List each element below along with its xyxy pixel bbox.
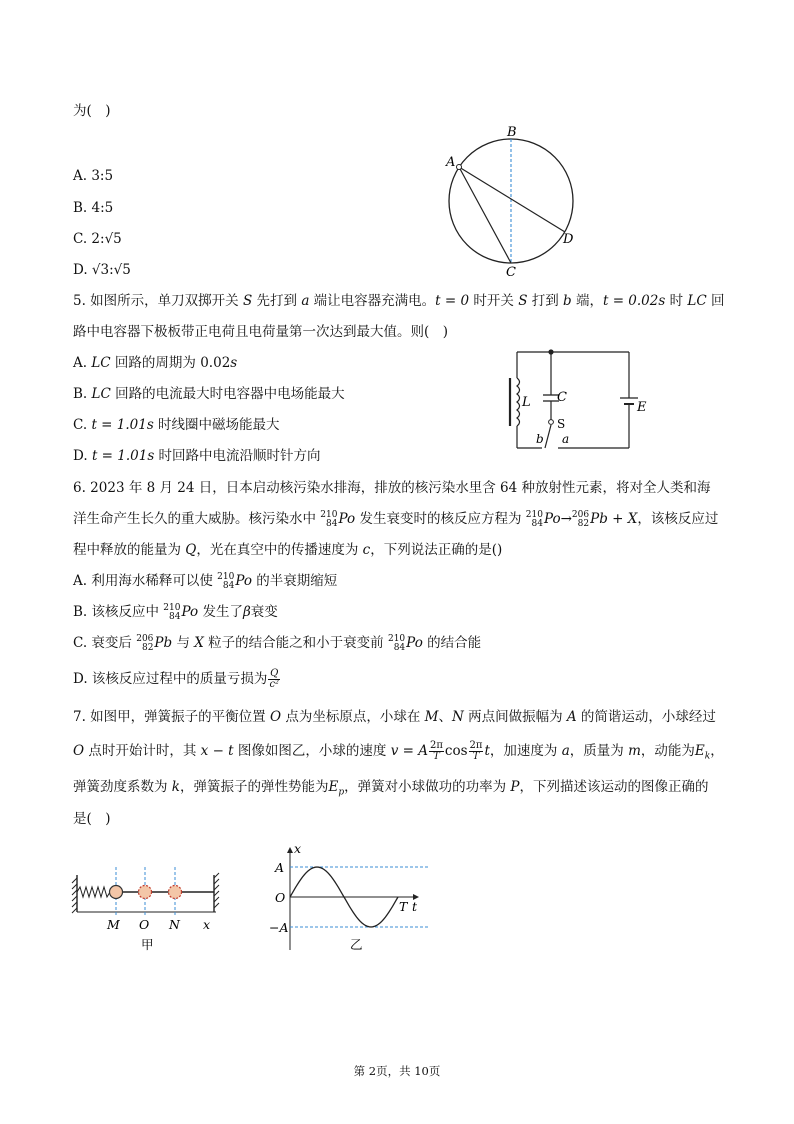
label-e: E bbox=[637, 400, 647, 415]
po-nuclide-numbers-3: 210 84 bbox=[217, 571, 235, 591]
q5-option-c: C. t = 1.01s 时线圈中磁场能最大 bbox=[73, 417, 280, 433]
q6-option-c: C. 衰变后 206 82 Pb 与 X 粒子的结合能之和小于衰变前 210 84 Po 的结合能 bbox=[73, 633, 482, 653]
label-n: N bbox=[169, 917, 180, 932]
label-x: x bbox=[203, 917, 211, 932]
label-l: L bbox=[522, 395, 531, 410]
label-origin: O bbox=[275, 890, 286, 905]
q4-option-d: D. √3:√5 bbox=[73, 262, 131, 278]
q4-option-c: C. 2:√5 bbox=[73, 231, 122, 247]
q7-stem-line4: 是( ) bbox=[73, 811, 111, 827]
label-period: T bbox=[399, 899, 408, 914]
q6-stem-line1: 6. 2023 年 8 月 24 日，日本启动核污染水排海，排放的核污染水里含 64 种放射性元素，将对全人类和海 bbox=[73, 480, 711, 496]
q6-option-a: A. 利用海水稀释可以使 210 84 Po 的半衰期缩短 bbox=[73, 571, 338, 591]
q7-stem-line3: 弹簧劲度系数为 k，弹簧振子的弹性势能为$E_p$，弹簧对小球做功的功率为 P，下列描述该运动的图像正确的 bbox=[73, 779, 709, 798]
label-d: D bbox=[563, 232, 574, 247]
caption-yi: 乙 bbox=[350, 937, 363, 952]
label-m: M bbox=[107, 917, 120, 932]
q6-stem-line3: 程中释放的能量为 Q，光在真空中的传播速度为 c，下列说法正确的是() bbox=[73, 542, 503, 558]
q4-stem-tail: 为( ) bbox=[73, 103, 111, 119]
q7-stem-line2: O 点时开始计时，其 x − t 图像如图乙，小球的速度 v = A $\frac{2\pi}{T}$ cos $\frac{2\pi}{T}$ t，加速度为 a，质量为 m，动能为$E_k$， bbox=[73, 740, 724, 762]
q6-stem-line2: 洋生命产生长久的重大威胁。核污染水中 210 84 Po 发生衰变时的核反应方程为 210 84 Po→ 206 82 Pb + X，该核反应过 bbox=[73, 509, 719, 529]
q5-stem-line1: 5. 如图所示，单刀双掷开关 S 先打到 a 端让电容器充满电。t = 0 时开关 S 打到 b 端，t = 0.02s 时 LC 回 bbox=[73, 293, 725, 309]
pb-nuclide-numbers-2: 206 82 bbox=[136, 633, 154, 653]
label-b: B bbox=[507, 125, 517, 140]
label-s: S bbox=[557, 417, 566, 431]
q5-stem-line2: 路中电容器下极板带正电荷且电荷量第一次达到最大值。则( ) bbox=[73, 324, 449, 340]
mass-defect-fraction: $\frac{Q}{\text{c²}}$ bbox=[269, 668, 280, 690]
pb-nuclide-numbers: 206 82 bbox=[571, 509, 590, 529]
label-b-terminal: b bbox=[536, 432, 544, 446]
page-footer: 第 2页，共 10页 bbox=[353, 1064, 441, 1078]
q5-option-a: A. LC 回路的周期为 0.02s bbox=[73, 355, 238, 371]
po-nuclide-numbers-2: 210 84 bbox=[525, 509, 543, 529]
label-a-terminal: a bbox=[562, 432, 570, 446]
label-minus-a: −A bbox=[269, 920, 289, 935]
q5-option-d: D. t = 1.01s 时回路中电流沿顺时针方向 bbox=[73, 448, 321, 464]
q4-option-a: A. 3:5 bbox=[73, 168, 114, 184]
q5-option-b: B. LC 回路的电流最大时电容器中电场能最大 bbox=[73, 386, 345, 402]
q4-option-b: B. 4:5 bbox=[73, 200, 114, 216]
q6-option-d: D. 该核反应过程中的质量亏损为 $\frac{Q}{\text{c²}}$ bbox=[73, 668, 280, 690]
label-x-axis: x bbox=[294, 841, 302, 856]
label-c: C bbox=[506, 265, 516, 280]
label-o: O bbox=[139, 917, 150, 932]
label-a: A bbox=[446, 155, 456, 170]
po-nuclide-numbers-4: 210 84 bbox=[163, 602, 181, 622]
omega-fraction-2: $\frac{2\pi}{T}$ bbox=[469, 740, 483, 762]
po-nuclide-numbers: 210 84 bbox=[320, 509, 338, 529]
q6-option-b: B. 该核反应中 210 84 Po 发生了β衰变 bbox=[73, 602, 278, 622]
po-nuclide-numbers-5: 210 84 bbox=[387, 633, 406, 653]
label-c: C bbox=[557, 390, 567, 405]
label-t-axis: t bbox=[412, 899, 418, 914]
omega-fraction-1: $\frac{2\pi}{T}$ bbox=[429, 740, 443, 762]
q7-stem-line1: 7. 如图甲，弹簧振子的平衡位置 O 点为坐标原点，小球在 M、N 两点间做振幅为 A 的简谐运动，小球经过 bbox=[73, 709, 716, 725]
caption-jia: 甲 bbox=[141, 937, 154, 952]
label-plus-a: A bbox=[275, 860, 285, 875]
